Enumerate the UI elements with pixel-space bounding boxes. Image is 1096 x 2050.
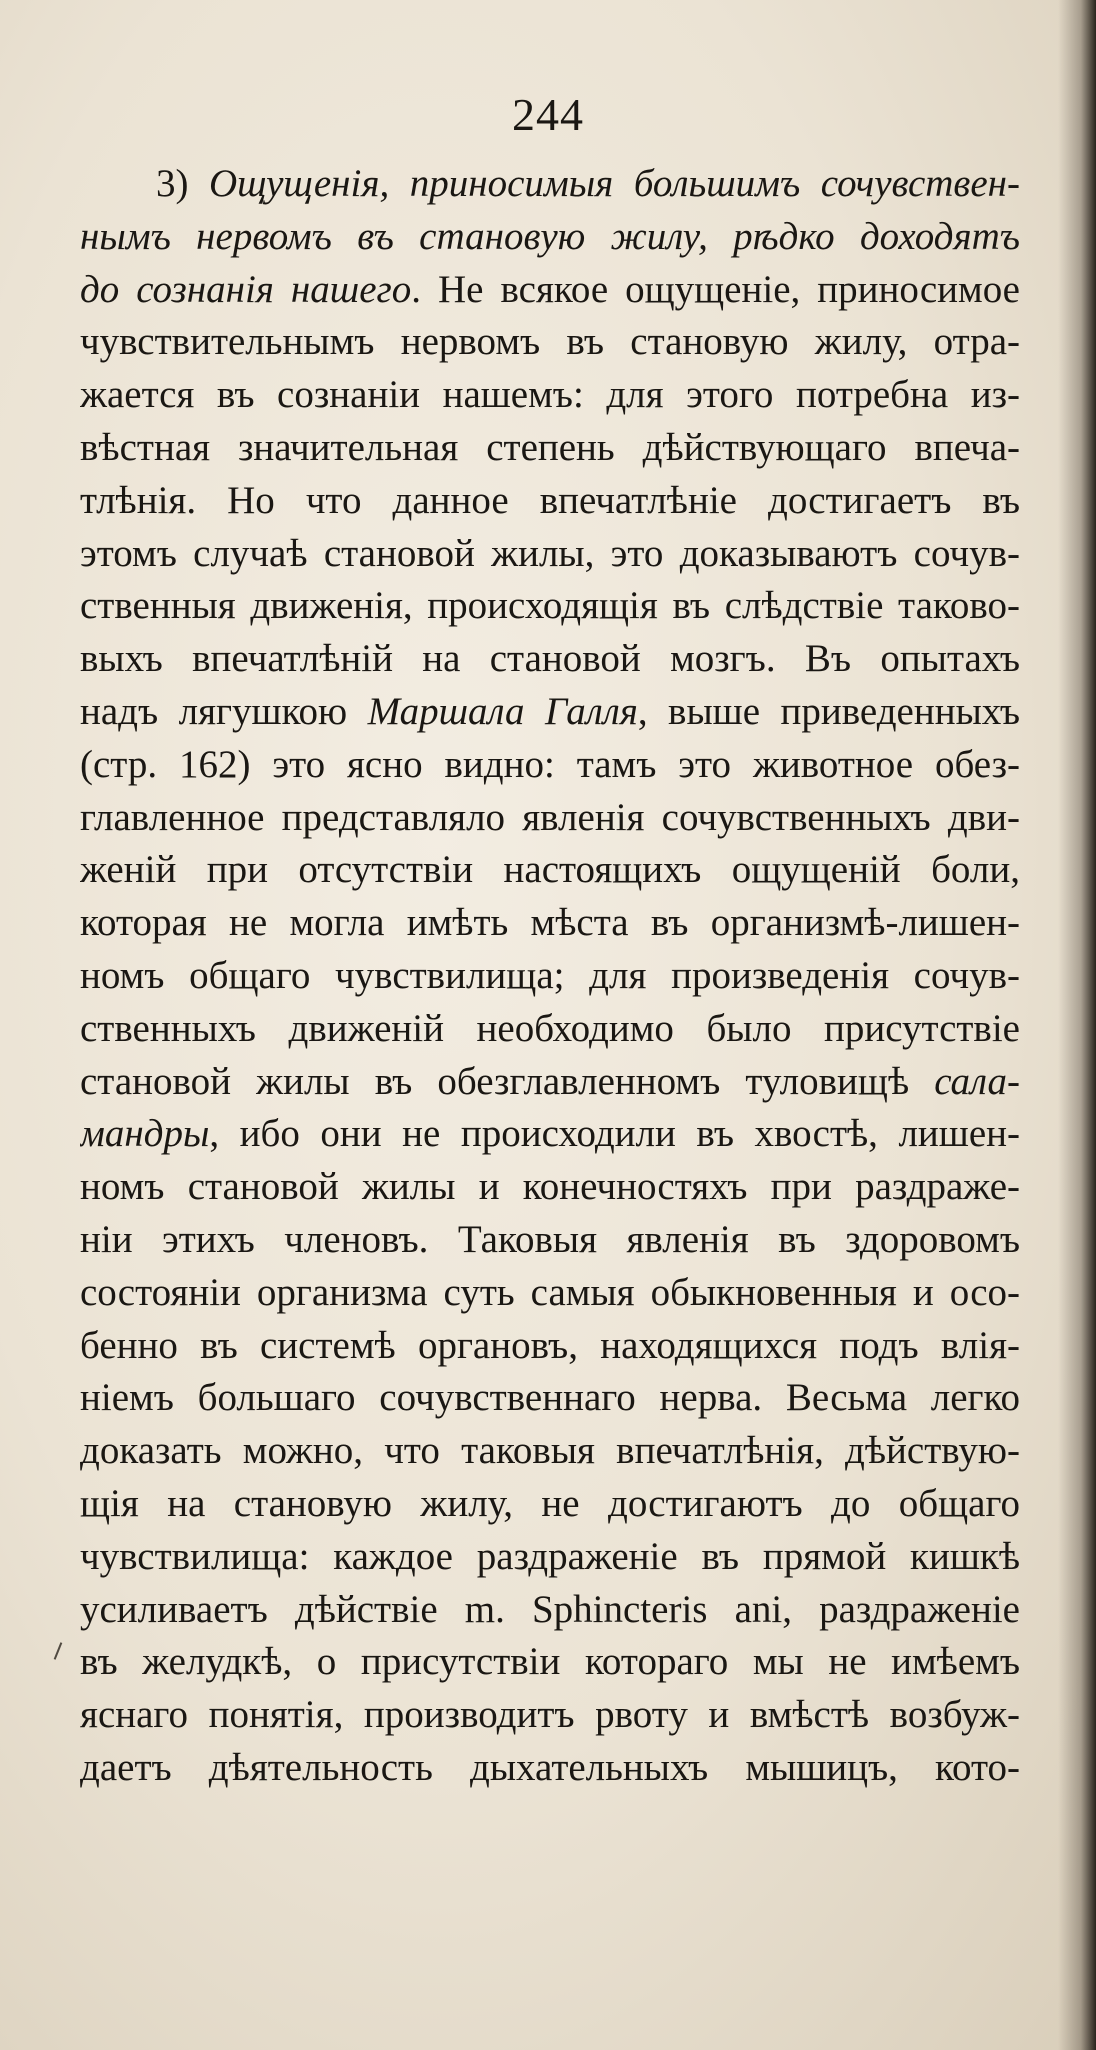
text-segment: , ибо они не происходили въ хвостѣ, лишен- xyxy=(209,1112,1020,1156)
text-line xyxy=(80,686,1020,739)
text-segment: . Не всякое ощущеніе, приносимое xyxy=(411,267,1020,311)
italic-text: сала- xyxy=(934,1059,1020,1103)
text-line xyxy=(80,528,1020,581)
text-line xyxy=(80,1003,1020,1056)
text-line xyxy=(80,633,1020,686)
text-line xyxy=(80,1531,1020,1584)
text-segment: доказать можно, что таковыя впечатлѣнія, дѣйствую- xyxy=(80,1429,1020,1473)
text-line xyxy=(80,1267,1020,1320)
text-line xyxy=(80,1320,1020,1373)
text-line xyxy=(80,264,1020,317)
text-line xyxy=(80,580,1020,633)
text-segment: которая не могла имѣть мѣста въ организмѣ-лишен- xyxy=(80,901,1020,945)
text-line xyxy=(80,475,1020,528)
text-segment: ніемъ большаго сочувственнаго нерва. Весьма легко xyxy=(80,1376,1020,1420)
text-line xyxy=(80,950,1020,1003)
page-edge-shadow xyxy=(1058,0,1096,2050)
text-segment: состояніи организма суть самыя обыкновенныя и осо- xyxy=(80,1270,1020,1314)
text-line xyxy=(80,158,1020,211)
text-segment: усиливаетъ дѣйствіе m. Sphincteris ani, раздраженіе xyxy=(80,1587,1020,1631)
body-text xyxy=(80,158,1020,1795)
text-segment: женій при отсутствіи настоящихъ ощущеній боли, xyxy=(80,848,1020,892)
text-line xyxy=(80,1372,1020,1425)
text-line xyxy=(80,1478,1020,1531)
text-segment: жается въ сознаніи нашемъ: для этого потребна из- xyxy=(80,373,1020,417)
text-line xyxy=(80,1425,1020,1478)
text-line xyxy=(80,1108,1020,1161)
text-line xyxy=(80,316,1020,369)
text-segment: чувствилища: каждое раздраженіе въ прямой кишкѣ xyxy=(80,1534,1020,1578)
stray-ink-mark xyxy=(54,1642,63,1659)
text-line xyxy=(80,369,1020,422)
text-segment: номъ общаго чувствилища; для произведенія сочув- xyxy=(80,953,1020,997)
text-line xyxy=(80,1636,1020,1689)
text-segment: выхъ впечатлѣній на становой мозгъ. Въ опытахъ xyxy=(80,637,1020,681)
text-line xyxy=(80,1214,1020,1267)
text-segment: въ желудкѣ, о присутствіи котораго мы не имѣемъ xyxy=(80,1640,1020,1684)
text-line xyxy=(80,211,1020,264)
text-segment: надъ лягушкою xyxy=(80,689,368,733)
text-segment: 3) xyxy=(156,162,210,205)
text-segment: ственныя движенія, происходящія въ слѣдствіе таково- xyxy=(80,584,1020,628)
italic-text: Ощущенія, приносимыя большимъ сочувствен- xyxy=(209,162,1020,205)
text-segment: ніи этихъ членовъ. Таковыя явленія въ здоровомъ xyxy=(80,1217,1020,1261)
text-segment: чувствительнымъ нервомъ въ становую жилу, отра- xyxy=(80,320,1020,364)
text-segment: бенно въ системѣ органовъ, находящихся подъ влія- xyxy=(80,1323,1020,1367)
text-segment: вѣстная значительная степень дѣйствующаго впеча- xyxy=(80,425,1020,469)
text-line xyxy=(80,792,1020,845)
text-line xyxy=(80,1584,1020,1637)
italic-text: Маршала Галля xyxy=(367,689,638,733)
text-line xyxy=(80,1161,1020,1214)
text-line xyxy=(80,1689,1020,1742)
italic-text: нымъ нервомъ въ становую жилу, рѣдко доходятъ xyxy=(80,214,1020,258)
text-segment: ственныхъ движеній необходимо было присутствіе xyxy=(80,1006,1020,1050)
text-segment: тлѣнія. Но что данное впечатлѣніе достигаетъ въ xyxy=(80,478,1020,522)
text-line xyxy=(80,1056,1020,1109)
text-line xyxy=(80,739,1020,792)
text-line xyxy=(80,422,1020,475)
text-segment: (стр. 162) это ясно видно: тамъ это животное обез- xyxy=(80,742,1020,786)
text-line xyxy=(80,897,1020,950)
text-segment: этомъ случаѣ становой жилы, это доказываютъ сочув- xyxy=(80,531,1020,575)
text-segment: щія на становую жилу, не достигаютъ до общаго xyxy=(80,1481,1020,1525)
text-segment: яснаго понятія, производитъ рвоту и вмѣстѣ возбуж- xyxy=(80,1693,1020,1737)
page-number: 244 xyxy=(512,89,584,140)
text-line xyxy=(80,1742,1020,1795)
text-segment: главленное представляло явленія сочувственныхъ дви- xyxy=(80,795,1020,839)
italic-text: мандры xyxy=(80,1112,210,1156)
text-segment: , выше приведенныхъ xyxy=(637,689,1020,733)
text-segment: становой жилы въ обезглавленномъ туловищѣ xyxy=(80,1059,935,1103)
text-segment: даетъ дѣятельность дыхательныхъ мышицъ, кото- xyxy=(80,1745,1020,1789)
text-line xyxy=(80,844,1020,897)
text-segment: номъ становой жилы и конечностяхъ при раздраже- xyxy=(80,1165,1020,1209)
italic-text: до сознанія нашего xyxy=(80,267,412,311)
